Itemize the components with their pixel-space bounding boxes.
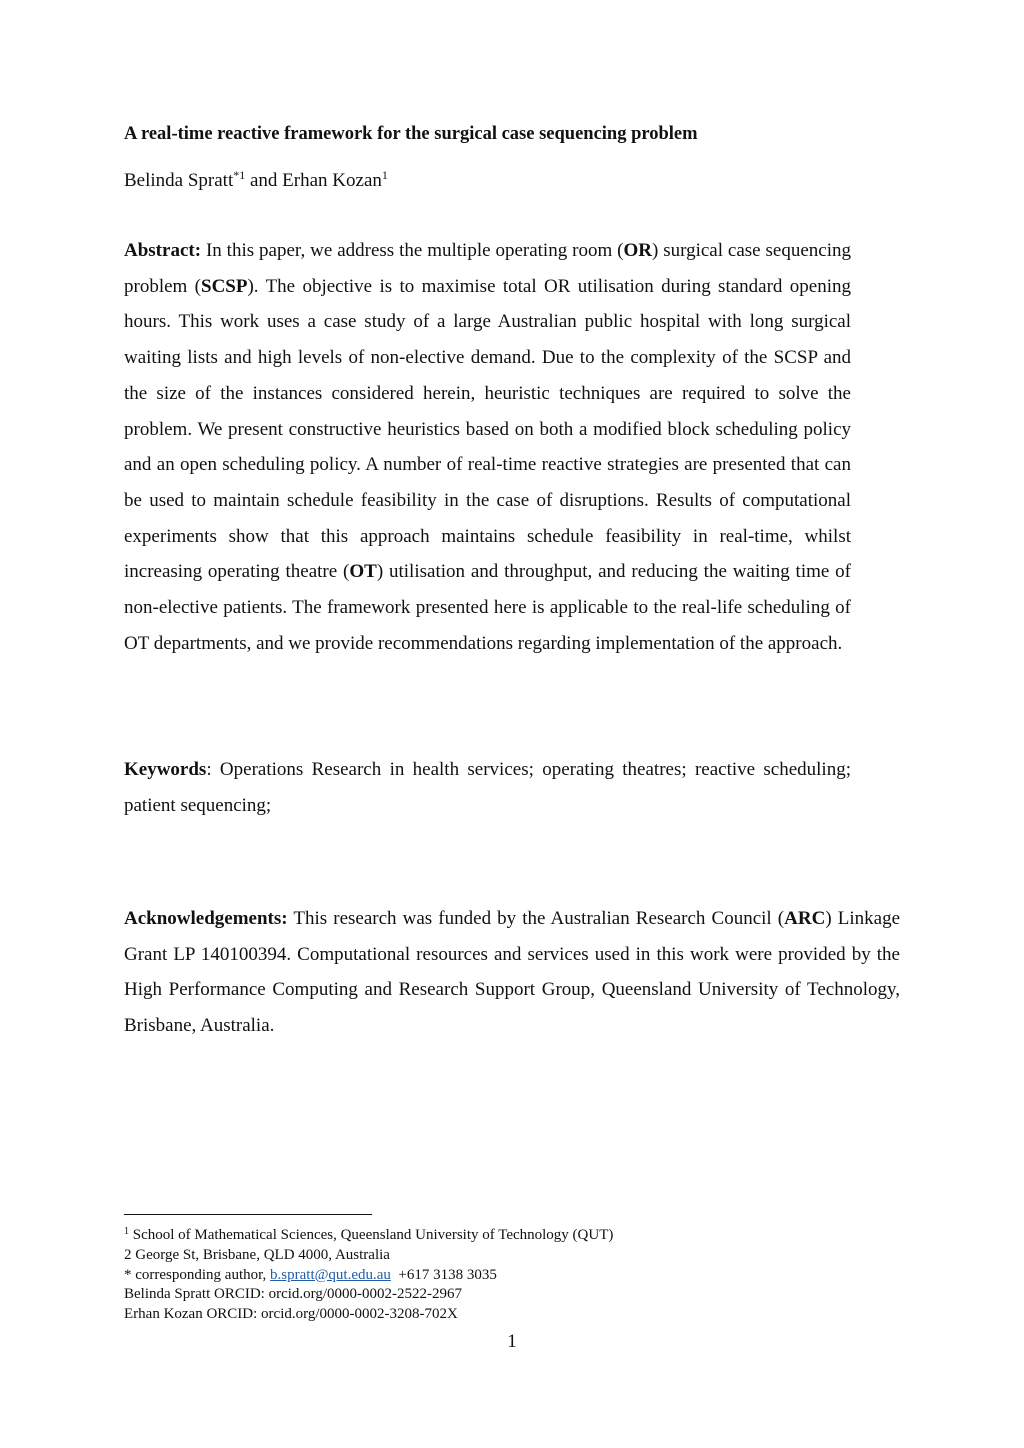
abstract-acronym-or: OR — [623, 240, 652, 261]
keywords-paragraph — [124, 752, 851, 823]
author-1-affiliation-mark: *1 — [233, 168, 246, 182]
acknowledgements-text-2: ) Linkage Grant LP 140100394. Computational resources and services used in this work were provided by the High Performance Computing and Research Support Group, Queensland University of Technology, Brisbane, Australia. — [124, 908, 900, 1037]
footnote-affiliation — [124, 1226, 613, 1246]
abstract-label: Abstract: — [124, 240, 202, 261]
paper-title: A real-time reactive framework for the surgical case sequencing problem — [124, 124, 698, 144]
footnote-corresponding — [124, 1266, 613, 1286]
footnote-phone: +617 3138 3035 — [390, 1266, 497, 1283]
author-1-name: Belinda Spratt — [124, 170, 234, 191]
footnote-separator — [124, 1214, 372, 1215]
abstract-acronym-ot: OT — [349, 561, 377, 583]
abstract-acronym-scsp: SCSP — [201, 275, 248, 297]
acknowledgements-label: Acknowledgements: — [124, 908, 288, 929]
footnote-orcid-2: Erhan Kozan ORCID: orcid.org/0000-0002-3208-702X — [124, 1306, 458, 1323]
footnote-orcid-1: Belinda Spratt ORCID: orcid.org/0000-0002-2522-2967 — [124, 1286, 463, 1303]
acknowledgements-acronym-arc: ARC — [784, 908, 826, 929]
author-2-name: Erhan Kozan — [282, 170, 382, 191]
abstract-text-4: ) utilisation and throughput, and reducing the waiting time of non-elective patients. The framework presented here is applicable to the real-life scheduling of OT departments, and we provide recommendations regarding implementation of the approach. — [124, 561, 851, 654]
footnote-affiliation-text: School of Mathematical Sciences, Queensland University of Technology (QUT) — [129, 1227, 614, 1243]
author-line — [124, 170, 388, 192]
abstract-text-1: In this paper, we address the multiple operating room ( — [201, 240, 624, 261]
page-number: 1 — [507, 1331, 517, 1352]
abstract-text-3: ). The objective is to maximise total OR utilisation during standard opening hours. This work uses a case study of a large Australian public hospital with long surgical waiting lists and high levels of non-elective demand. Due to the complexity of the SCSP and the size of the instances considered herein, heuristic techniques are required to solve the problem. We present constructive heuristics based on both a modified block scheduling policy and an open scheduling policy. A number of real-time reactive strategies are presented that can be used to maintain schedule feasibility in the case of disruptions. Results of computational experiments show that this approach maintains schedule feasibility in real-time, whilst increasing operating theatre ( — [124, 275, 851, 583]
author-joiner: and — [245, 170, 283, 191]
acknowledgements-text-1: This research was funded by the Australian Research Council ( — [287, 908, 785, 929]
keywords-text: : Operations Research in health services; operating theatres; reactive scheduling; patient sequencing; — [124, 759, 851, 816]
acknowledgements-paragraph — [124, 901, 900, 1044]
footnote-address: 2 George St, Brisbane, QLD 4000, Australia — [124, 1246, 390, 1263]
email-link[interactable]: b.spratt@qut.edu.au — [270, 1266, 391, 1283]
keywords-label: Keywords — [124, 759, 207, 780]
author-2-affiliation-mark: 1 — [381, 168, 388, 182]
abstract-paragraph — [124, 233, 851, 661]
footnote-affiliation-mark: 1 — [124, 1226, 129, 1237]
footnotes — [124, 1226, 613, 1325]
footnote-corresponding-prefix: * corresponding author, — [124, 1266, 271, 1283]
abstract-text-2: ) surgical case sequencing problem ( — [124, 240, 851, 297]
